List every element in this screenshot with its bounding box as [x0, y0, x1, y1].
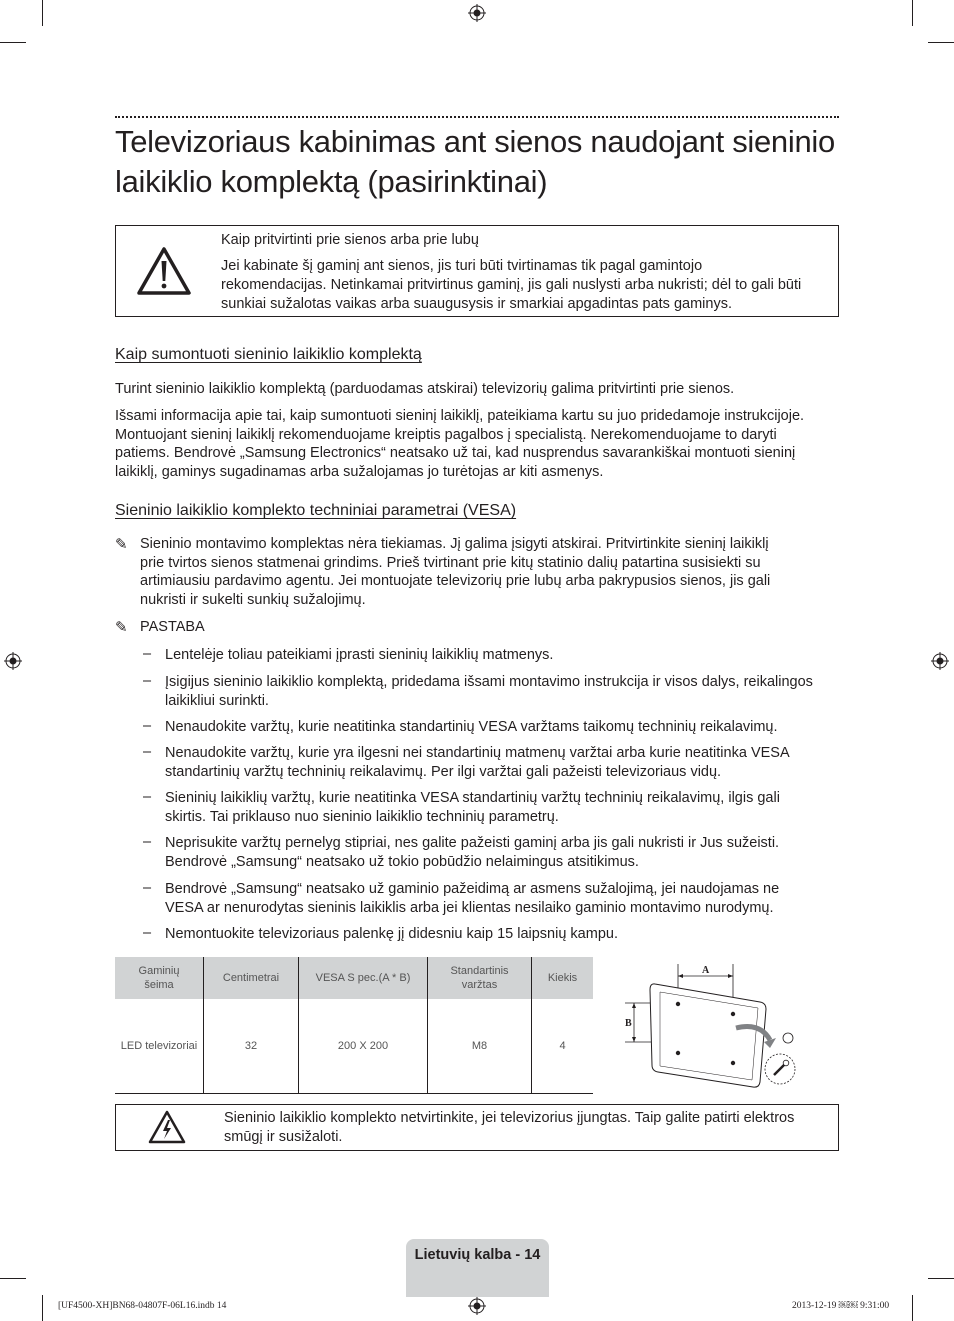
warning-heading: Kaip pritvirtinti prie sienos arba prie lubų	[221, 232, 479, 248]
tv-mount-diagram	[620, 962, 810, 1092]
list-item-line: skirtis. Tai priklauso nuo sieninio laikiklio techninių parametrų.	[165, 808, 559, 825]
list-item	[165, 646, 845, 665]
page-title-line: laikiklio komplektą (pasirinktinai)	[115, 164, 548, 199]
page-number-label: Lietuvių kalba - 14	[414, 1247, 541, 1263]
list-bullet: –	[143, 834, 152, 850]
list-item-line: standartinių varžtų techninių reikalavimų. Per ilgi varžtai gali pažeisti televizoriaus vidų.	[165, 763, 722, 780]
registration-mark-icon	[4, 652, 22, 670]
dimension-label-a: A	[702, 965, 710, 976]
warning-box	[115, 225, 839, 317]
table-header-cell	[428, 957, 532, 999]
registration-mark-icon	[468, 4, 486, 22]
table-row	[115, 999, 593, 1094]
crop-mark	[42, 0, 43, 26]
note-text-line: Sieninio montavimo komplektas nėra tiekiamas. Jį galima įsigyti atskirai. Pritvirtinkite sieninį laikiklį	[140, 536, 769, 552]
warning-text	[221, 257, 836, 314]
warning-box	[115, 1104, 839, 1151]
crop-mark	[928, 1278, 954, 1279]
list-item	[165, 925, 845, 944]
warning-text-line: sunkiai sužalotas vaikas arba suaugusysis ir smarkiai apgadintas pats gaminys.	[221, 296, 732, 312]
table-cell: 4	[532, 999, 594, 1094]
crop-mark	[928, 42, 954, 43]
table-header-text: varžtas	[461, 979, 498, 991]
table-cell: M8	[428, 999, 532, 1094]
list-bullet: –	[143, 880, 152, 896]
list-item-line: Lentelėje toliau pateikiami įprasti sieninių laikiklių matmenys.	[165, 647, 554, 663]
section-heading: Sieninio laikiklio komplekto techniniai parametrai (VESA)	[115, 502, 517, 519]
list-bullet: –	[143, 646, 152, 662]
list-item-line: Įsigijus sieninio laikiklio komplektą, pridedama išsami montavimo instrukcija ir visos dalys, reikalingos	[165, 674, 813, 690]
list-item-line: Neprisukite varžtų pernelyg stipriai, nes galite pažeisti gaminį arba jis gali nukristi ir Jus sužeisti.	[165, 835, 780, 851]
paragraph-line: patiems. Bendrovė „Samsung Electronics“ neatsako už tai, kad nusprendus savarankiškai montuoti sieninį	[115, 445, 796, 461]
list-item	[165, 744, 845, 781]
paragraph: Turint sieninio laikiklio komplektą (parduodamas atskirai) televizorių galima pritvirtinti prie sienos.	[115, 381, 735, 397]
note-text-line: prie tvirtos sienos statmenai grindims. Prieš tvirtinant prie kitų statinio dalių patartina susisiekti su	[140, 554, 761, 571]
crop-mark	[0, 1278, 26, 1279]
exclamation-warning-icon	[136, 246, 192, 296]
list-bullet: –	[143, 718, 152, 734]
table-header-cell: Kiekis	[532, 957, 594, 999]
table-cell: 200 X 200	[299, 999, 428, 1094]
list-item	[165, 880, 845, 917]
crop-mark	[912, 1295, 913, 1321]
list-item	[165, 673, 845, 710]
note-label: PASTABA	[140, 619, 205, 635]
warning-text-line: rekomendacijas. Netinkamai pritvirtinus gaminį, jis gali nuslysti arba nukristi; dėl to gali būti	[221, 277, 802, 293]
paragraph-line: Montuojant sieninį laikiklį rekomenduojame kreiptis pagalbos į specialistą. Nerekomenduojame to daryti	[115, 426, 777, 443]
note-text	[140, 535, 840, 609]
paragraph	[115, 407, 855, 481]
list-item-line: Bendrovė „Samsung“ neatsako už tokio pobūdžio nelaimingus atsitikimus.	[165, 853, 639, 870]
list-item	[165, 718, 845, 737]
list-item	[165, 834, 845, 871]
list-bullet: –	[143, 925, 152, 941]
list-bullet: –	[143, 673, 152, 689]
table-header-text: šeima	[144, 979, 174, 991]
registration-mark-icon	[931, 652, 949, 670]
table-header-cell	[115, 957, 204, 999]
footer-timestamp: 2013-12-19 ￼￼ 9:31:00	[792, 1301, 890, 1311]
warning-text-line: Jei kabinate šį gaminį ant sienos, jis turi būti tvirtinamas tik pagal gamintojo	[221, 258, 703, 274]
list-item-line: Bendrovė „Samsung“ neatsako už gaminio pažeidimą ar asmens sužalojimą, jei naudojamas ne	[165, 881, 780, 897]
note-icon: ✎	[115, 536, 128, 553]
table-cell: LED televizoriai	[115, 999, 204, 1094]
page-title	[115, 122, 855, 202]
note-text-line: nukristi ir sukelti sunkių sužalojimų.	[140, 591, 366, 608]
table-header-cell: Centimetrai	[204, 957, 299, 999]
list-item-line: Nemontuokite televizoriaus palenkę jį didesniu kaip 15 laipsnių kampu.	[165, 926, 618, 942]
warning-text-line: smūgį ir susižaloti.	[224, 1129, 343, 1145]
page-title-line: Televizoriaus kabinimas ant sienos naudojant sieninio	[115, 124, 835, 159]
list-item-line: Sieninių laikiklių varžtų, kurie neatitinka VESA standartinių varžtų techninių reikalavimų, ilgis gali	[165, 790, 780, 806]
paragraph-line: laikiklį, gaminys sugadinamas arba sužalojamas jo turėtojas ar kiti asmenys.	[115, 463, 604, 480]
crop-mark	[0, 42, 26, 43]
registration-mark-icon	[468, 1297, 486, 1315]
list-item-line: VESA ar nenurodytas sieninis laikiklis arba jei klientas nesilaiko gaminio montavimo nurodymų.	[165, 899, 774, 916]
list-item-line: laikikliui surinkti.	[165, 692, 269, 709]
title-divider	[115, 116, 839, 118]
list-item-line: Nenaudokite varžtų, kurie yra ilgesni nei standartinių matmenų varžtai arba kurie neatitinka VESA	[165, 745, 790, 761]
paragraph-line: Išsami informacija apie tai, kaip sumontuoti sieninį laikiklį, pateikiama kartu su juo pridedamoje instrukcijoje.	[115, 408, 805, 424]
list-bullet: –	[143, 789, 152, 805]
table-header-text: Standartinis	[450, 965, 509, 977]
warning-text-line: Sieninio laikiklio komplekto netvirtinkite, jei televizorius įjungtas. Taip galite patirti elektros	[224, 1110, 795, 1126]
table-header-text: Gaminių	[138, 965, 180, 977]
electric-shock-warning-icon	[148, 1110, 186, 1144]
crop-mark	[912, 0, 913, 26]
vesa-spec-table	[115, 957, 593, 1094]
crop-mark	[42, 1295, 43, 1321]
note-text-line: artimiausiu pardavimo agentu. Jei montuojate televizorių prie lubų arba pakrypusios sienos, jis gali	[140, 573, 771, 589]
dimension-label-b: B	[625, 1018, 632, 1029]
warning-text	[224, 1109, 834, 1147]
section-heading: Kaip sumontuoti sieninio laikiklio komplektą	[115, 346, 422, 363]
footer-filename: [UF4500-XH]BN68-04807F-06L16.indb 14	[58, 1301, 227, 1311]
list-item-line: Nenaudokite varžtų, kurie neatitinka standartinių VESA varžtams taikomų techninių reikalavimų.	[165, 719, 778, 735]
table-header-row	[115, 957, 593, 999]
table-header-cell: VESA S pec.(A * B)	[299, 957, 428, 999]
note-icon: ✎	[115, 619, 128, 636]
list-bullet: –	[143, 744, 152, 760]
table-cell: 32	[204, 999, 299, 1094]
list-item	[165, 789, 845, 826]
